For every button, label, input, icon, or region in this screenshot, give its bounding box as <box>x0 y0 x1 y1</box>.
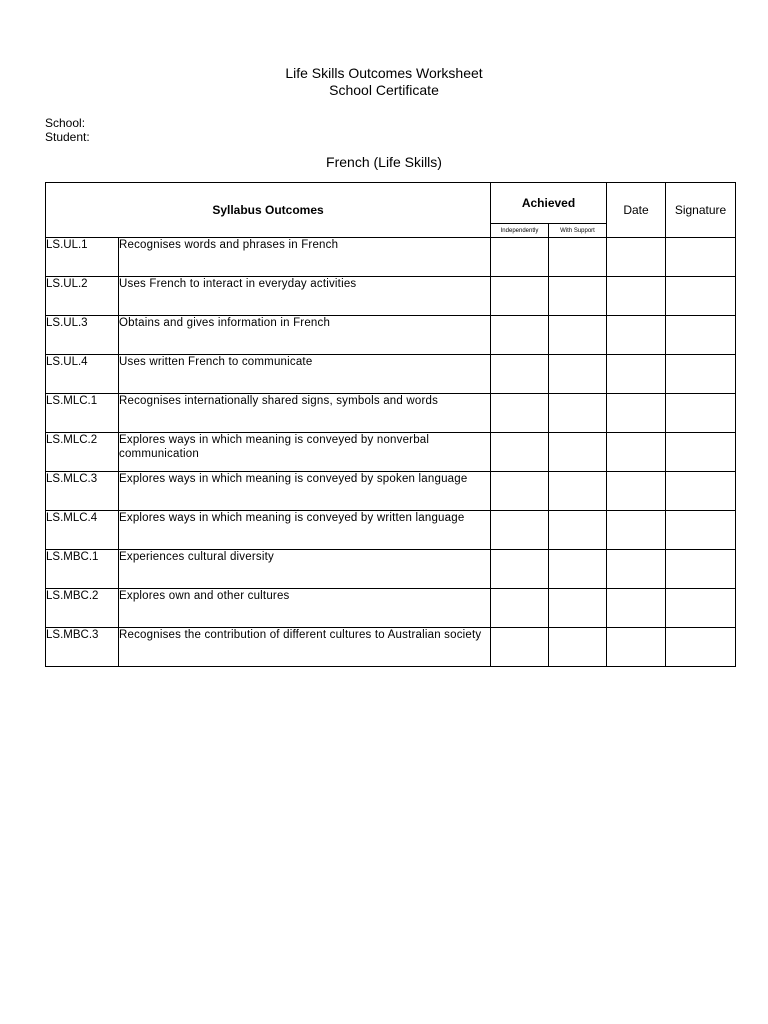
table-row <box>46 394 736 433</box>
independently-cell[interactable] <box>491 394 549 433</box>
independently-cell[interactable] <box>491 472 549 511</box>
independently-cell[interactable] <box>491 433 549 472</box>
table-row <box>46 316 736 355</box>
independently-cell[interactable] <box>491 628 549 667</box>
outcome-description: Recognises words and phrases in French <box>119 238 491 277</box>
outcome-description: Experiences cultural diversity <box>119 550 491 589</box>
signature-cell[interactable] <box>666 316 736 355</box>
date-cell[interactable] <box>607 355 666 394</box>
with-support-header: With Support <box>549 224 607 238</box>
table-row <box>46 550 736 589</box>
independently-header: Independently <box>491 224 549 238</box>
table-row <box>46 472 736 511</box>
signature-cell[interactable] <box>666 238 736 277</box>
date-cell[interactable] <box>607 628 666 667</box>
date-cell[interactable] <box>607 433 666 472</box>
with-support-cell[interactable] <box>549 511 607 550</box>
independently-cell[interactable] <box>491 589 549 628</box>
outcome-description: Explores ways in which meaning is conveyed by spoken language <box>119 472 491 511</box>
outcome-code: LS.MLC.2 <box>46 433 119 472</box>
table-row <box>46 589 736 628</box>
worksheet-subtitle: School Certificate <box>329 82 439 98</box>
outcome-description: Obtains and gives information in French <box>119 316 491 355</box>
outcome-code: LS.MBC.1 <box>46 550 119 589</box>
outcome-code: LS.UL.1 <box>46 238 119 277</box>
signature-cell[interactable] <box>666 394 736 433</box>
achieved-header: Achieved <box>491 183 607 224</box>
table-row <box>46 433 736 472</box>
table-row <box>46 238 736 277</box>
table-row <box>46 628 736 667</box>
independently-cell[interactable] <box>491 550 549 589</box>
date-cell[interactable] <box>607 472 666 511</box>
with-support-cell[interactable] <box>549 394 607 433</box>
outcome-code: LS.MLC.3 <box>46 472 119 511</box>
outcomes-table <box>45 182 736 667</box>
outcome-description: Explores ways in which meaning is conveyed by written language <box>119 511 491 550</box>
outcome-description: Uses French to interact in everyday activities <box>119 277 491 316</box>
signature-cell[interactable] <box>666 511 736 550</box>
date-cell[interactable] <box>607 511 666 550</box>
with-support-cell[interactable] <box>549 238 607 277</box>
table-row <box>46 511 736 550</box>
independently-cell[interactable] <box>491 355 549 394</box>
date-cell[interactable] <box>607 277 666 316</box>
with-support-cell[interactable] <box>549 433 607 472</box>
outcome-code: LS.UL.2 <box>46 277 119 316</box>
outcome-code: LS.MBC.2 <box>46 589 119 628</box>
outcome-description: Recognises the contribution of different cultures to Australian society <box>119 628 491 667</box>
signature-cell[interactable] <box>666 433 736 472</box>
signature-cell[interactable] <box>666 550 736 589</box>
date-cell[interactable] <box>607 238 666 277</box>
date-cell[interactable] <box>607 550 666 589</box>
outcome-code: LS.MLC.4 <box>46 511 119 550</box>
school-label: School: <box>45 116 86 130</box>
table-row <box>46 277 736 316</box>
outcome-description: Recognises internationally shared signs, symbols and words <box>119 394 491 433</box>
outcome-description: Explores own and other cultures <box>119 589 491 628</box>
outcome-code: LS.MBC.3 <box>46 628 119 667</box>
outcome-code: LS.UL.3 <box>46 316 119 355</box>
with-support-cell[interactable] <box>549 355 607 394</box>
with-support-cell[interactable] <box>549 628 607 667</box>
independently-cell[interactable] <box>491 511 549 550</box>
independently-cell[interactable] <box>491 238 549 277</box>
outcome-description: Uses written French to communicate <box>119 355 491 394</box>
with-support-cell[interactable] <box>549 550 607 589</box>
with-support-cell[interactable] <box>549 589 607 628</box>
signature-cell[interactable] <box>666 589 736 628</box>
signature-cell[interactable] <box>666 277 736 316</box>
outcome-description: Explores ways in which meaning is conveyed by nonverbal communication <box>119 433 491 472</box>
with-support-cell[interactable] <box>549 277 607 316</box>
worksheet-title: Life Skills Outcomes Worksheet <box>285 65 483 81</box>
subject-title: French (Life Skills) <box>326 154 442 170</box>
date-header: Date <box>607 183 666 238</box>
outcome-code: LS.MLC.1 <box>46 394 119 433</box>
signature-cell[interactable] <box>666 472 736 511</box>
signature-header: Signature <box>666 183 736 238</box>
outcome-code: LS.UL.4 <box>46 355 119 394</box>
date-cell[interactable] <box>607 316 666 355</box>
syllabus-outcomes-header: Syllabus Outcomes <box>46 183 491 238</box>
independently-cell[interactable] <box>491 316 549 355</box>
date-cell[interactable] <box>607 589 666 628</box>
date-cell[interactable] <box>607 394 666 433</box>
signature-cell[interactable] <box>666 355 736 394</box>
table-row <box>46 355 736 394</box>
with-support-cell[interactable] <box>549 472 607 511</box>
student-label: Student: <box>45 130 90 144</box>
independently-cell[interactable] <box>491 277 549 316</box>
signature-cell[interactable] <box>666 628 736 667</box>
with-support-cell[interactable] <box>549 316 607 355</box>
